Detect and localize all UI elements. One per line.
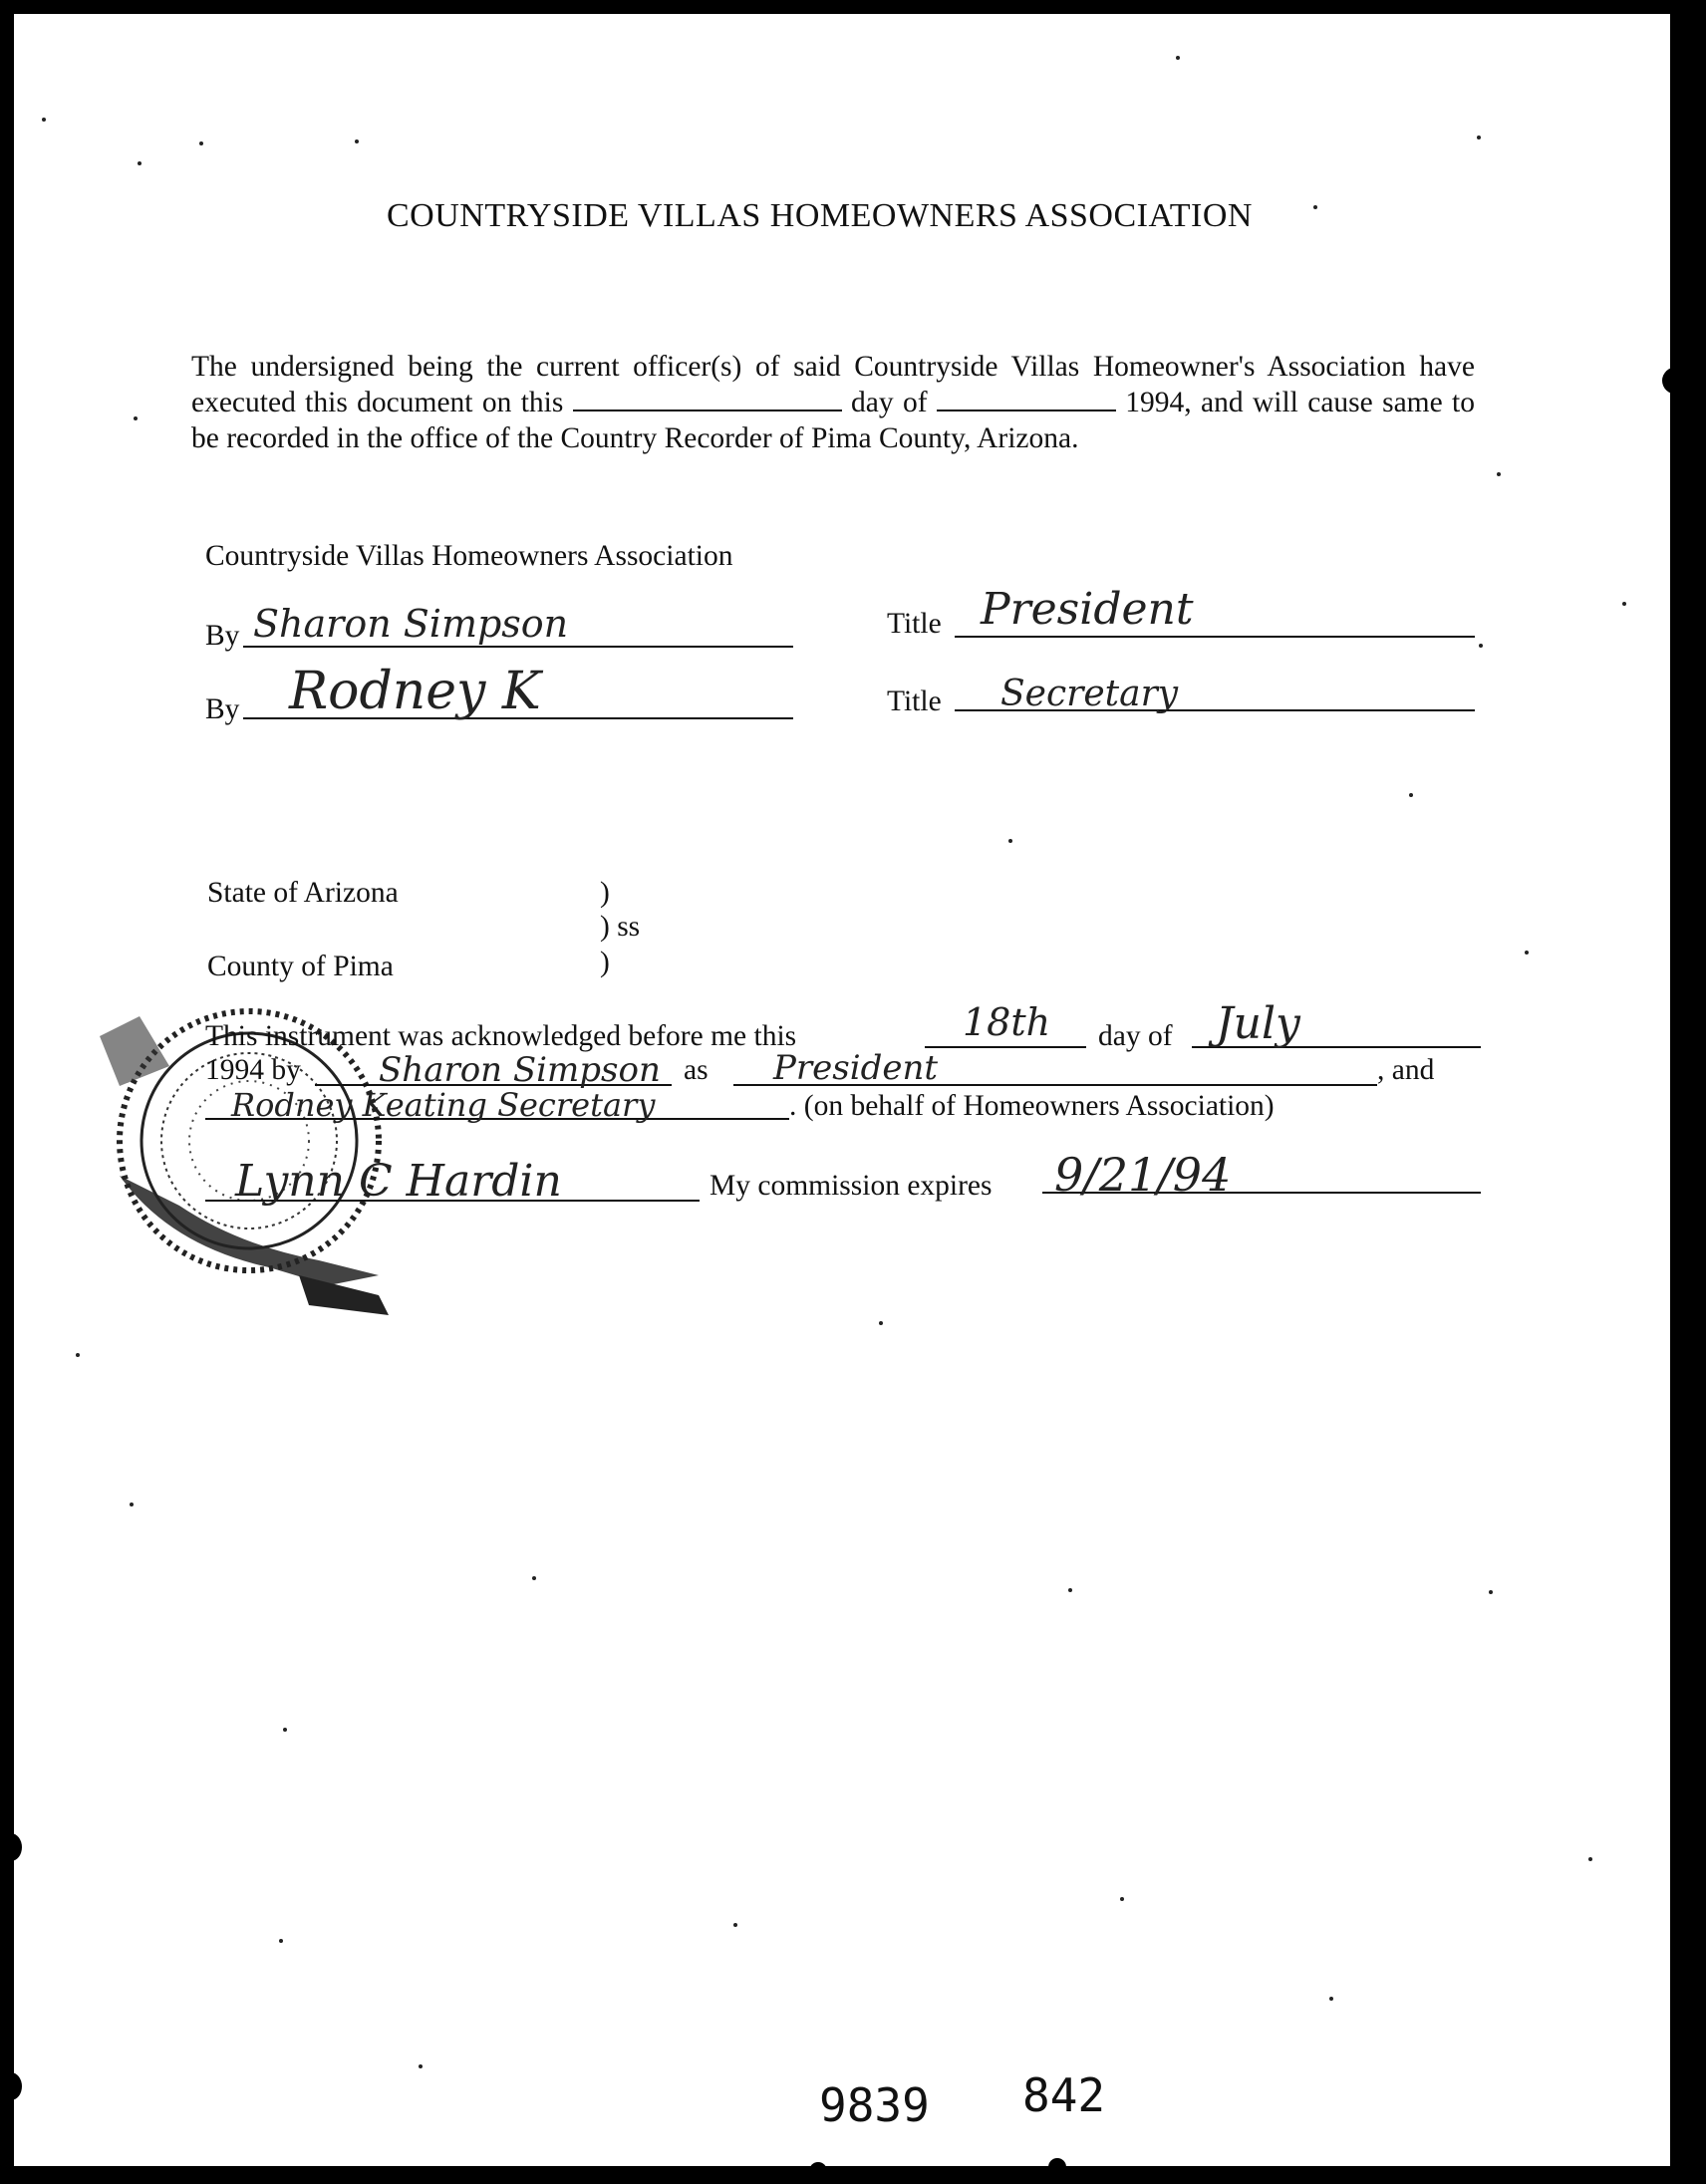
person1-name: Sharon Simpson <box>379 1050 661 1090</box>
document-number: 9839 <box>819 2078 930 2132</box>
ack-day-of: day of <box>1098 1020 1173 1052</box>
speck <box>419 2064 423 2068</box>
signature-sharon-simpson: Sharon Simpson <box>253 602 569 646</box>
speck <box>1068 1588 1072 1592</box>
speck <box>1120 1897 1124 1901</box>
speck <box>1525 951 1529 955</box>
speck <box>1409 793 1413 797</box>
speck <box>1489 1590 1493 1594</box>
speck <box>283 1728 287 1732</box>
commission-label: My commission expires <box>710 1170 993 1202</box>
ack-day-line <box>925 1046 1086 1048</box>
and-label: , and <box>1377 1054 1435 1086</box>
speck <box>1176 56 1180 60</box>
speck <box>76 1353 80 1357</box>
title-value-president: President <box>981 584 1194 635</box>
title-label-2: Title <box>887 685 942 717</box>
ack-year-by: 1994 by <box>205 1054 301 1086</box>
document-title: COUNTRYSIDE VILLAS HOMEOWNERS ASSOCIATION <box>387 197 1253 234</box>
scan-hole-bottom-mid <box>809 2162 827 2180</box>
scan-hole-bottom-right <box>1048 2158 1066 2176</box>
speck <box>1313 205 1317 209</box>
intro-text-part2: 1994, and will cause same to be recorded in the office of the Country Recorder of Pima County, Arizona. <box>191 387 1476 454</box>
ack-day-value: 18th <box>963 1000 1051 1044</box>
as-label: as <box>684 1054 709 1086</box>
signature-line-1 <box>243 646 793 648</box>
speck <box>42 118 46 122</box>
execution-month-blank <box>937 386 1116 411</box>
speck <box>279 1939 283 1943</box>
speck <box>130 1502 134 1506</box>
execution-day-blank <box>573 386 842 411</box>
intro-text-part1: The undersigned being the current officer(s) of said Countryside Villas Homeowner's Association have executed this document on this <box>191 351 1475 418</box>
speck <box>1008 839 1012 843</box>
ack-month-value: July <box>1216 998 1300 1049</box>
scan-hole-right <box>1662 367 1692 395</box>
commission-date: 9/21/94 <box>1054 1148 1232 1202</box>
title-line-1 <box>955 636 1475 638</box>
association-name: Countryside Villas Homeowners Association <box>205 540 733 572</box>
state-label: State of Arizona <box>207 877 399 909</box>
notary-signature: Lynn C Hardin <box>235 1156 562 1207</box>
speck <box>1588 1857 1592 1861</box>
scan-hole-bottom-left <box>0 2072 22 2100</box>
ack-text: This instrument was acknowledged before me this <box>205 1020 797 1052</box>
behalf-text: . (on behalf of Homeowners Association) <box>789 1090 1275 1122</box>
speck <box>879 1321 883 1325</box>
title-label-1: Title <box>887 608 942 640</box>
speck <box>138 161 142 165</box>
intro-day-of: day of <box>851 387 928 418</box>
intro-paragraph <box>191 349 1475 456</box>
by-label-2: By <box>205 693 240 725</box>
speck <box>1479 644 1483 648</box>
signature-rodney: Rodney K <box>289 662 541 721</box>
speck <box>199 141 203 145</box>
page-number: 842 <box>1022 2068 1106 2122</box>
speck <box>1477 136 1481 139</box>
venue-paren-bottom: ) <box>600 947 610 978</box>
speck <box>532 1576 536 1580</box>
speck <box>1622 602 1626 606</box>
by-label-1: By <box>205 620 240 652</box>
title-value-secretary: Secretary <box>1000 674 1179 714</box>
speck <box>355 139 359 143</box>
scan-hole-left <box>0 1833 22 1861</box>
speck <box>1329 1997 1333 2001</box>
person1-title: President <box>773 1048 939 1088</box>
speck <box>1497 472 1501 476</box>
person2-value: Rodney Keating Secretary <box>231 1086 656 1124</box>
venue-paren-top: ) <box>600 877 610 909</box>
ss-label: ) ss <box>600 911 641 943</box>
speck <box>733 1923 737 1927</box>
speck <box>134 416 138 420</box>
county-label: County of Pima <box>207 951 394 982</box>
scan-hole-top-right <box>1686 40 1706 68</box>
